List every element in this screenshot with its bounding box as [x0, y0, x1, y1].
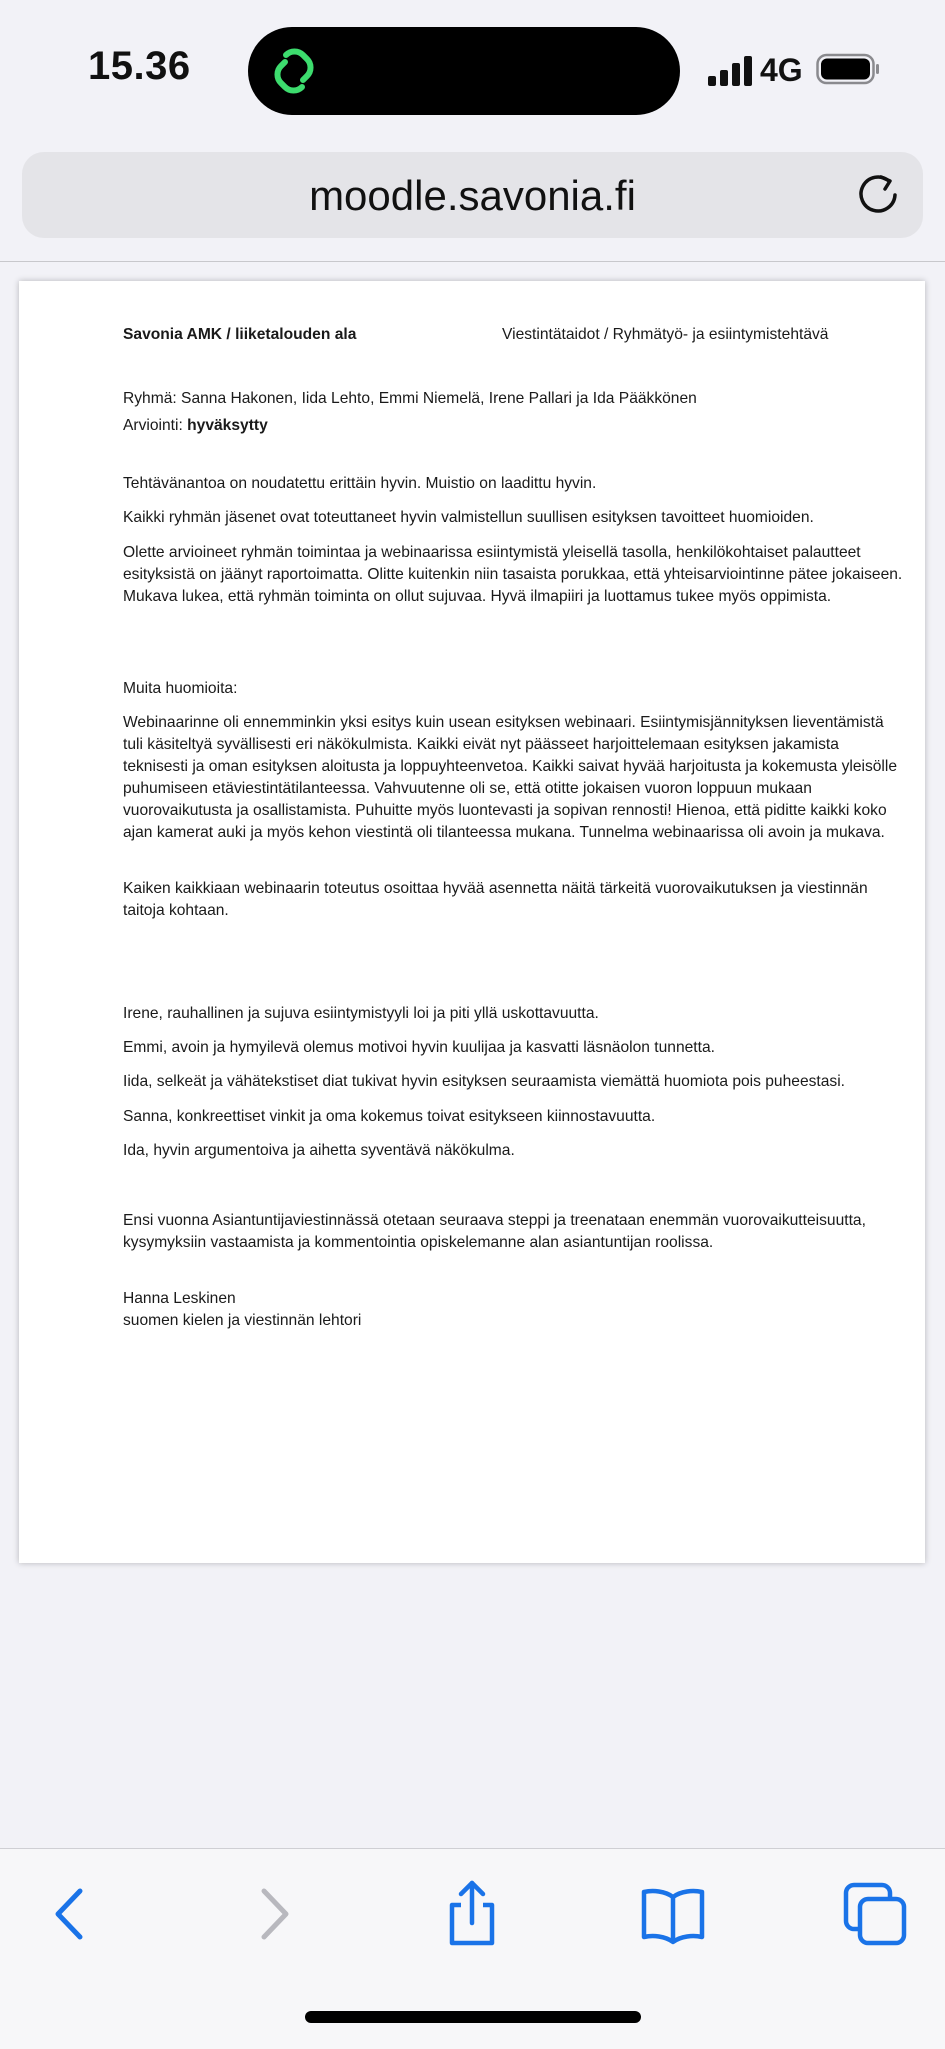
header-left: Savonia AMK / liiketalouden ala [123, 326, 357, 343]
feedback-irene: Irene, rauhallinen ja sujuva esiintymistyyli loi ja piti yllä uskottavuutta. [123, 1005, 599, 1022]
paragraph-1: Tehtävänantoa on noudatettu erittäin hyvin. Muistio on laadittu hyvin. [123, 475, 597, 492]
paragraph-5: Kaiken kaikkiaan webinaarin toteutus osoittaa hyvää asennetta näitä tärkeitä vuorovaikutuksen ja viestinnän taitoja kohtaan. [123, 880, 868, 919]
feedback-emmi: Emmi, avoin ja hymyilevä olemus motivoi hyvin kuulijaa ja kasvatti läsnäolon tunnetta. [123, 1039, 715, 1056]
feedback-iida: Iida, selkeät ja vähätekstiset diat tukivat hyvin esityksen seuraamista viemättä huomiota pois puheestasi. [123, 1073, 846, 1090]
paragraph-2: Kaikki ryhmän jäsenet ovat toteuttaneet hyvin valmistellun suullisen esityksen tavoitteet huomioiden. [123, 509, 814, 526]
share-icon[interactable] [437, 1879, 507, 1949]
status-time: 15.36 [88, 44, 191, 88]
signature-name: Hanna Leskinen [123, 1290, 236, 1307]
signal-icon [708, 54, 752, 86]
header-right: Viestintätaidot / Ryhmätyö- ja esiintymistehtävä [502, 326, 829, 343]
paragraph-3: Olette arvioineet ryhmän toimintaa ja webinaarissa esiintymistä yleisellä tasolla, henkilökohtaiset palautteet esityksistä on jäänyt raportoimatta. Olitte kuitenkin niin tasaista porukkaa, että yhteisarviointinne pätee jokaiseen. Mukava lukea, että ryhmän toiminta on ollut sujuvaa. Hyvä ilmapiiri ja luottamus tukee myös oppimista. [123, 544, 903, 605]
other-heading: Muita huomioita: [123, 680, 238, 697]
reload-icon[interactable] [855, 172, 901, 218]
grade-line [123, 415, 903, 437]
grade-label: Arviointi: [123, 417, 188, 434]
feedback-ida: Ida, hyvin argumentoiva ja aihetta syventävä näkökulma. [123, 1142, 515, 1159]
grade-value: hyväksytty [187, 417, 268, 434]
url-text[interactable]: moodle.savonia.fi [309, 172, 636, 219]
back-icon[interactable] [36, 1879, 106, 1949]
paragraph-4: Webinaarinne oli ennemminkin yksi esitys kuin usean esityksen webinaari. Esiintymisjännityksen lieventämistä tuli käsiteltyä syvällisesti eri näkökulmista. Kaikki eivät nyt päässeet harjoittelemaan esityksen jakamista teknisesti ja oman esityksen aloitusta ja loppuyhteenvetoa. Kaikki saivat hyvää harjoitusta ja kokemusta yleisölle puhumiseen etäviestintätilanteessa. Vahvuutenne oli se, että otitte jokaisen vuoron loppuun mukaan vuorovaikutusta ja osallistamista. Puhuitte myös luontevasti ja sopivan rennosti! Hienoa, että piditte kaikki koko ajan kamerat auki ja myös kehon viestintä oli tilanteessa mukana. Tunnelma webinaarissa oli avoin ja mukava. [123, 714, 898, 841]
forward-icon[interactable] [238, 1879, 308, 1949]
link-icon [266, 45, 322, 97]
tabs-icon[interactable] [840, 1879, 910, 1949]
group-line: Ryhmä: Sanna Hakonen, Iida Lehto, Emmi Niemelä, Irene Pallari ja Ida Pääkkönen [123, 390, 697, 407]
signature-title: suomen kielen ja viestinnän lehtori [123, 1312, 362, 1329]
home-indicator [305, 2011, 641, 2023]
document-header [123, 324, 903, 346]
bookmarks-icon[interactable] [638, 1879, 708, 1949]
address-divider [0, 261, 945, 262]
battery-icon [816, 53, 880, 85]
network-type: 4G [760, 52, 803, 88]
browser-toolbar [0, 1848, 945, 2049]
document-page [19, 281, 925, 1563]
address-bar[interactable] [22, 152, 923, 238]
dynamic-island [248, 27, 680, 115]
paragraph-6: Ensi vuonna Asiantuntijaviestinnässä otetaan seuraava steppi ja treenataan enemmän vuorovaikutteisuutta, kysymyksiin vastaamista ja kommentointia opiskelemanne alan asiantuntijan roolissa. [123, 1212, 866, 1251]
status-bar [0, 0, 945, 140]
feedback-sanna: Sanna, konkreettiset vinkit ja oma kokemus toivat esitykseen kiinnostavuutta. [123, 1108, 656, 1125]
